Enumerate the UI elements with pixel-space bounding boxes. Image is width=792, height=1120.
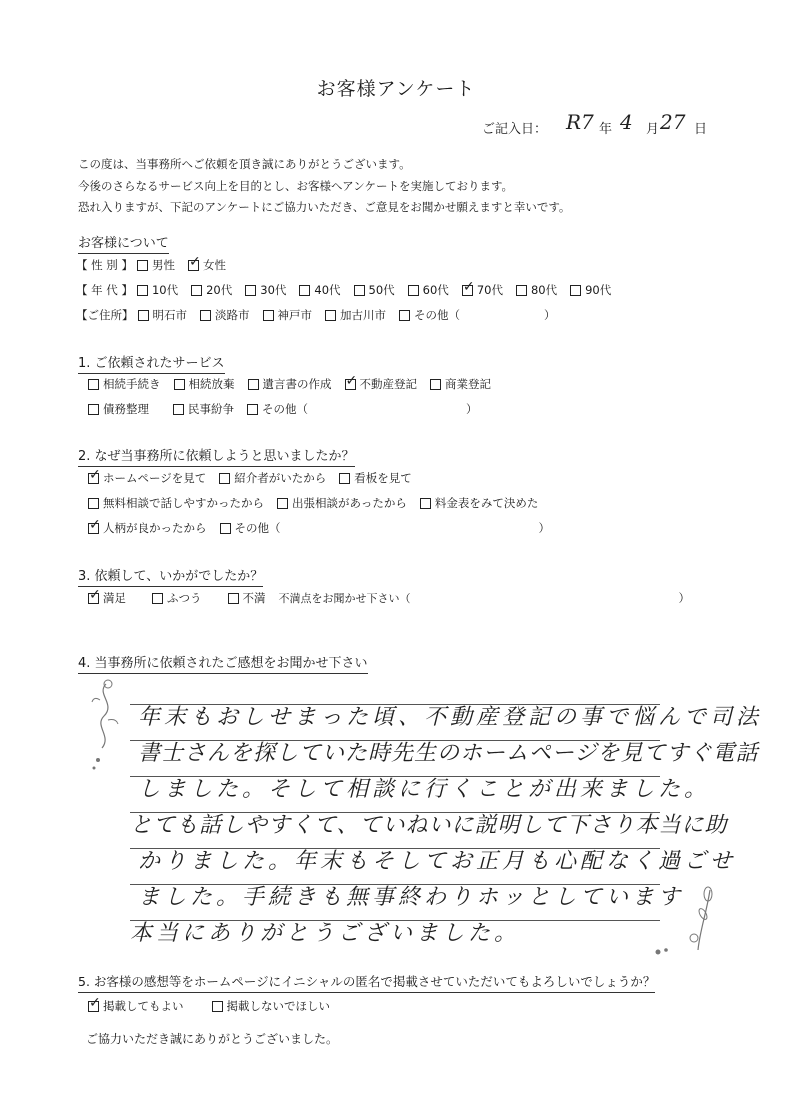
option-label: 掲載してもよい (103, 999, 184, 1013)
service-option[interactable] (88, 401, 149, 417)
checkbox[interactable] (88, 473, 99, 484)
checkbox[interactable] (88, 523, 99, 534)
age-option[interactable] (462, 282, 503, 298)
checkbox[interactable] (570, 285, 581, 296)
option-label: 相続放棄 (188, 377, 235, 391)
option-label: 60代 (422, 283, 449, 297)
address-option[interactable] (138, 307, 188, 323)
handwritten-comment-line: 本当にありがとうございました。 (130, 921, 521, 946)
option-label: 明石市 (152, 308, 187, 322)
satisfaction-option[interactable] (88, 590, 126, 606)
checkbox[interactable] (88, 1001, 99, 1012)
address-option[interactable] (200, 307, 250, 323)
checkbox[interactable] (191, 285, 202, 296)
date-month-unit: 月 (646, 122, 660, 137)
checkbox[interactable] (299, 285, 310, 296)
reason-option-other[interactable] (220, 520, 281, 536)
age-option[interactable] (408, 282, 449, 298)
date-era-year: R7 (566, 110, 594, 134)
checkbox[interactable] (88, 498, 99, 509)
option-label: 神戸市 (277, 308, 312, 322)
checkbox[interactable] (339, 473, 350, 484)
checkbox[interactable] (248, 379, 259, 390)
option-label: 料金表をみて決めた (434, 496, 539, 510)
q1-row-1 (88, 376, 504, 392)
age-option[interactable] (299, 282, 340, 298)
q2-row-2 (88, 495, 551, 511)
option-label: 淡路市 (215, 308, 250, 322)
q4-heading: 4. 当事務所に依頼されたご感想をお聞かせ下さい (78, 652, 368, 674)
option-label: 50代 (368, 283, 395, 297)
q2-row-3 (88, 520, 550, 536)
checkbox[interactable] (137, 285, 148, 296)
satisfaction-option[interactable] (152, 590, 202, 606)
address-label: 【ご住所】 (76, 308, 134, 322)
reason-option[interactable] (420, 495, 539, 511)
checkbox[interactable] (219, 473, 230, 484)
option-label: 30代 (260, 283, 287, 297)
checkbox[interactable] (399, 310, 410, 321)
checkbox[interactable] (245, 285, 256, 296)
age-option[interactable] (570, 282, 611, 298)
intro-line-3: 恐れ入りますが、下記のアンケートにご協力いただき、ご意見をお聞かせ願えますと幸いです。 (78, 200, 571, 214)
service-option[interactable] (430, 376, 491, 392)
service-option[interactable] (248, 376, 332, 392)
reason-option[interactable] (88, 520, 207, 536)
option-label: 不満 (242, 591, 266, 605)
checkbox[interactable] (354, 285, 365, 296)
gender-option[interactable] (137, 257, 175, 273)
checkbox[interactable] (138, 310, 149, 321)
gender-label: 【 性 別 】 (76, 258, 133, 272)
address-row (76, 307, 556, 323)
service-option[interactable] (173, 401, 234, 417)
close-bracket: ） (678, 591, 690, 605)
q3-heading: 3. 依頼して、いかがでしたか？ (78, 565, 263, 587)
option-label: 女性 (202, 258, 226, 272)
checkbox[interactable] (152, 593, 163, 604)
checkbox[interactable] (88, 379, 99, 390)
age-option[interactable] (191, 282, 232, 298)
option-label: 遺言書の作成 (262, 377, 332, 391)
date-day: 27 (660, 110, 686, 134)
checkbox[interactable] (247, 404, 258, 415)
floral-decoration-icon (86, 676, 126, 776)
reason-option[interactable] (88, 495, 264, 511)
checkbox[interactable] (174, 379, 185, 390)
age-row (76, 282, 624, 298)
q5-row (88, 998, 343, 1014)
service-option-other[interactable] (247, 401, 308, 417)
checkbox[interactable] (88, 404, 99, 415)
intro-line-1: この度は、当事務所へご依頼を頂き誠にありがとうございます。 (78, 157, 411, 171)
checkbox[interactable] (173, 404, 184, 415)
option-label: 出張相談があったから (292, 496, 407, 510)
age-option[interactable] (137, 282, 178, 298)
close-bracket: ） (538, 521, 550, 535)
checkbox[interactable] (345, 379, 356, 390)
option-label: 加古川市 (340, 308, 386, 322)
checkbox[interactable] (462, 285, 473, 296)
gender-row (76, 257, 239, 273)
service-option[interactable] (88, 376, 161, 392)
option-label: その他（ (262, 402, 308, 416)
handwritten-comment-line: しました。そして相談に行くことが出来ました。 (138, 777, 711, 802)
date-day-unit: 日 (694, 122, 708, 137)
option-label: 20代 (206, 283, 233, 297)
checkbox[interactable] (277, 498, 288, 509)
option-label: 男性 (151, 258, 175, 272)
option-label: 看板を見て (354, 471, 412, 485)
handwritten-comment-line: 年末もおしせまった頃、不動産登記の事で悩んで司法 (138, 705, 763, 730)
reason-option[interactable] (219, 470, 326, 486)
publish-option[interactable] (88, 998, 184, 1014)
publish-option[interactable] (212, 998, 331, 1014)
q1-heading: 1. ご依頼されたサービス (78, 352, 225, 374)
closing-message: ご協力いただき誠にありがとうございました。 (86, 1032, 339, 1046)
q2-row-1 (88, 470, 425, 486)
satisfaction-option[interactable] (228, 590, 266, 606)
checkbox[interactable] (516, 285, 527, 296)
q2-heading: 2. なぜ当事務所に依頼しようと思いましたか？ (78, 445, 355, 467)
option-label: ふつう (167, 591, 202, 605)
service-option[interactable] (174, 376, 235, 392)
option-label: 人柄が良かったから (103, 521, 207, 535)
survey-title: お客様アンケート (316, 78, 476, 100)
dissatisfaction-note: 不満点をお聞かせ下さい（ (278, 592, 411, 605)
handwritten-comment-line: ました。手続きも無事終わりホッとしています (138, 885, 685, 910)
option-label: 不動産登記 (359, 377, 417, 391)
date-label: ご記入日： (482, 122, 548, 137)
option-label: ホームページを見て (103, 471, 207, 485)
checkbox[interactable] (228, 593, 239, 604)
age-option[interactable] (245, 282, 286, 298)
handwritten-comment-line: 書士さんを探していた時先生のホームページを見てすぐ電話 (138, 741, 759, 766)
address-option[interactable] (263, 307, 313, 323)
option-label: 満足 (103, 591, 126, 605)
age-option[interactable] (516, 282, 557, 298)
option-label: 紹介者がいたから (234, 471, 327, 485)
option-label: 90代 (585, 283, 612, 297)
option-label: 商業登記 (445, 377, 491, 391)
option-label: 無料相談で話しやすかったから (103, 496, 264, 510)
option-label: その他（ (234, 521, 281, 535)
handwritten-comment-line: かりました。年末もそしてお正月も心配なく過ごせ (138, 849, 737, 874)
checkbox[interactable] (212, 1001, 223, 1012)
reason-option[interactable] (88, 470, 206, 486)
option-label: その他（ (414, 308, 460, 322)
q1-row-2 (88, 401, 478, 417)
reason-option[interactable] (339, 470, 412, 486)
service-option[interactable] (345, 376, 418, 392)
checkbox[interactable] (88, 593, 99, 604)
intro-line-2: 今後のさらなるサービス向上を目的とし、お客様へアンケートを実施しております。 (78, 179, 514, 193)
checkbox[interactable] (263, 310, 274, 321)
age-option[interactable] (354, 282, 395, 298)
close-bracket: ） (466, 402, 478, 416)
gender-option[interactable] (188, 257, 226, 273)
close-bracket: ） (544, 308, 556, 322)
option-label: 40代 (314, 283, 341, 297)
checkbox[interactable] (220, 523, 231, 534)
date-year-unit: 年 (599, 122, 613, 137)
option-label: 掲載しないでほしい (226, 999, 330, 1013)
customer-section-heading: お客様について (78, 232, 169, 254)
reason-option[interactable] (277, 495, 407, 511)
checkbox[interactable] (325, 310, 336, 321)
checkbox[interactable] (200, 310, 211, 321)
option-label: 債務整理 (103, 402, 149, 416)
option-label: 70代 (476, 283, 503, 297)
checkbox[interactable] (137, 260, 148, 271)
option-label: 10代 (151, 283, 179, 297)
option-label: 80代 (530, 283, 558, 297)
q3-row (88, 590, 690, 606)
option-label: 相続手続き (103, 377, 161, 391)
checkbox[interactable] (408, 285, 419, 296)
checkbox[interactable] (430, 379, 441, 390)
handwritten-comment-line: とても話しやすくて、ていねいに説明して下さり本当に助 (130, 813, 728, 838)
checkbox[interactable] (188, 260, 199, 271)
address-option[interactable] (325, 307, 386, 323)
option-label: 民事紛争 (188, 402, 234, 416)
address-option-other[interactable] (399, 307, 460, 323)
q5-heading: 5. お客様の感想等をホームページにイニシャルの匿名で掲載させていただいてもよろしいでしょうか？ (78, 972, 655, 993)
checkbox[interactable] (420, 498, 431, 509)
age-label: 【 年 代 】 (76, 283, 133, 297)
date-month: 4 (620, 110, 633, 134)
